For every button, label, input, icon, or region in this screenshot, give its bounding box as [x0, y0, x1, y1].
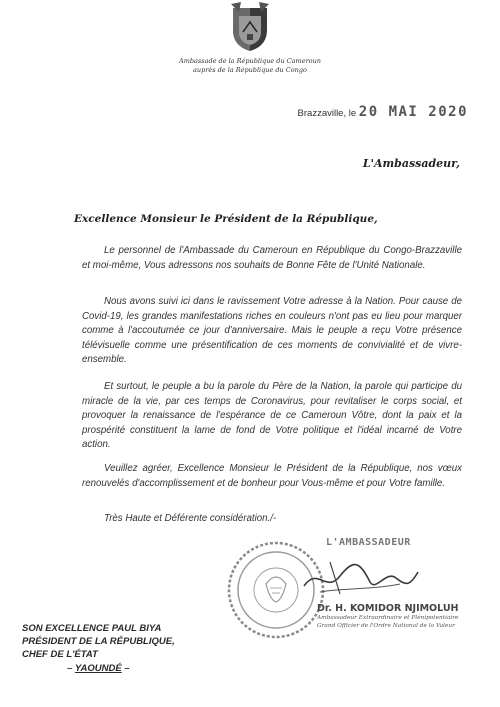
signatory-name: Dr. H. KOMIDOR NJIMOLUH [317, 603, 459, 614]
city-dash-right: – [124, 663, 130, 674]
signatory-honour: Grand Officier de l'Ordre National de la Valeur [317, 623, 455, 629]
addressee-city [22, 662, 175, 675]
date-stamp: 20 MAI 2020 [358, 104, 468, 120]
paragraph-people [82, 380, 462, 453]
paragraph-consideration [82, 512, 462, 527]
stamp-label: L'AMBASSADEUR [326, 537, 411, 548]
salutation: Excellence Monsieur le Président de la République, [74, 213, 378, 225]
letterhead-line-2: auprès de la République du Congo [193, 66, 307, 74]
letterhead-line-1: Ambassade de la République du Cameroun [179, 57, 321, 65]
city-dash-left: – [67, 663, 73, 674]
signatory-title: Ambassadeur Extraordinaire et Plénipotentiaire [317, 615, 459, 621]
paragraph-text: Très Haute et Déférente considération./- [104, 513, 277, 524]
paragraph-text: Et surtout, le peuple a bu la parole du Père de la Nation, la parole qui participe du miracle de la vie, par ces temps de Coronavirus, pour revitaliser le corps social, et provoquer la renaissance de l'espérance de ce Cameroun Vôtre, dont la paix et la prospérité constituent la lame de fond de Votre politique et l'idéal incarné de Votre action. [82, 381, 462, 450]
signatory-block [317, 603, 487, 630]
paragraph-address [82, 295, 462, 368]
coat-of-arms-emblem [229, 2, 271, 52]
paragraph-text: Nous avons suivi ici dans le ravissement Votre adresse à la Nation. Pour cause de Covid-19, les grandes manifestations riches en couleurs n'ont pas eu lieu pour marquer comme à l'accoutumée ce jour d'anniversaire. Mais le peuple a reçu Votre présence télévisuelle comme une présentification de ces moments de convivialité et de vivre-ensemble. [82, 296, 462, 365]
paragraph-text: Le personnel de l'Ambassade du Cameroun en République du Congo-Brazzaville et moi-même, Vous adressons nos souhaits de Bonne Fête de l'Unité Nationale. [82, 245, 462, 271]
letterhead [130, 57, 370, 75]
handwritten-signature [300, 552, 420, 602]
paragraph-text: Veuillez agréer, Excellence Monsieur le Président de la République, nos vœux renouvelés d'accomplissement et de bonheur pour Vous-même et pour Votre famille. [82, 463, 462, 489]
addressee-title: PRÉSIDENT DE LA RÉPUBLIQUE, [22, 636, 175, 647]
addressee-name: SON EXCELLENCE PAUL BIYA [22, 623, 162, 634]
paragraph-closing-wishes [82, 462, 462, 491]
date-line [298, 104, 468, 120]
addressee-role: CHEF DE L'ÉTAT [22, 649, 98, 660]
sender-title: L'Ambassadeur, [362, 157, 460, 170]
date-place: Brazzaville, le [297, 108, 357, 119]
addressee-block [22, 622, 175, 675]
paragraph-greeting [82, 244, 462, 273]
city-name: YAOUNDÉ [74, 663, 122, 674]
